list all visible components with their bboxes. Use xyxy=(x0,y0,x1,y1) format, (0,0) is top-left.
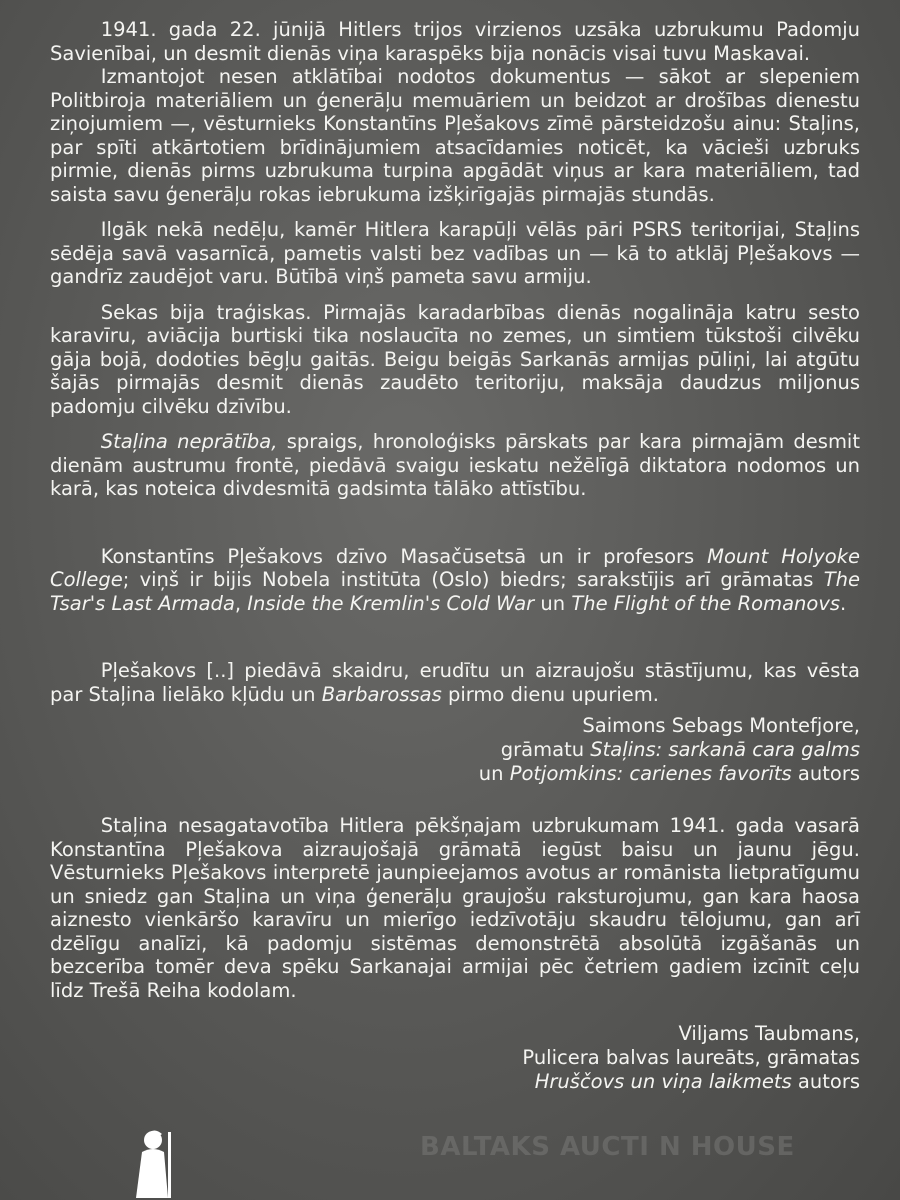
attribution-name: Saimons Sebags Montefjore, xyxy=(582,714,860,737)
attribution-line xyxy=(50,738,860,762)
paragraph-book-summary xyxy=(50,430,860,501)
book-title: Potjomkins: carienes favorīts xyxy=(509,762,792,785)
review-quote-1 xyxy=(50,659,860,706)
author-bio-text: Konstantīns Pļešakovs dzīvo Masačūsetsā un ir profesors xyxy=(100,544,708,568)
quote-text: Pļešakovs [..] piedāvā skaidru, erudītu un aizraujošu stāstījumu, kas vēsta par Staļina lielāko kļūdu un xyxy=(50,659,860,706)
college-name: Mount Holyoke College xyxy=(50,544,860,591)
paragraph-week: Ilgāk nekā nedēļu, kamēr Hitlera karapūļi vēlās pāri PSRS teritorijai, Staļins sēdēja savā vasarnīcā, pametis valsti bez vadības un — kā to atklāj Pļešakovs — gandrīz zaudējot varu. Būtībā viņš pameta savu armiju. xyxy=(50,218,860,288)
review-quote-2: Staļina nesagatavotība Hitlera pēkšņajam uzbrukumam 1941. gada vasarā Konstantīna Pļešakova aizraujošajā grāmatā iegūst baisu un jaunu jēgu. Vēsturnieks Pļešakovs interpretē jaunpieejamos avotus ar romānista lietpratīgumu un sniedz gan Staļina un viņa ģenerāļu graujošu raksturojumu, gan kara haosa aiznesto vienkāršo karavīru un mierīgo iedzīvotāju skaudru tēlojumu, gan arī dzēlīgu analīzi, kā padomju sistēmas demonstrētā absolūtā izgāšanās un bezcerība tomēr deva spēku Sarkanajai armijai pēc četriem gadiem izcīnīt ceļu līdz Trešā Reiha kodolam. xyxy=(50,814,860,1002)
attribution-line: Pulicera balvas laureāts, grāmatas xyxy=(522,1046,860,1069)
quote-text: pirmo dienu upuriem. xyxy=(441,682,659,706)
paragraph-documents: Izmantojot nesen atklātībai nodotos dokumentus — sākot ar slepeniem Politbiroja materiāliem un ģenerāļu memuāriem un beidzot ar drošības dienestu ziņojumiem —, vēsturnieks Konstantīns Pļešakovs zīmē pārsteidzošu ainu: Staļins, par spīti atkārtotiem brīdinājumiem atsacīdamies noticēt, ka vācieši uzbruks pirmie, dienās pirms uzbrukuma turpina apgādāt viņus ar kara materiāliem, tad saista savu ģenerāļu rokas iebrukuma izšķirīgajās pirmajās stundās. xyxy=(50,65,860,206)
book-title: The Flight of the Romanovs xyxy=(571,591,841,615)
author-bio xyxy=(50,545,860,616)
attribution-text: autors xyxy=(791,1070,860,1093)
attribution-text: autors xyxy=(791,762,860,785)
author-bio-text: un xyxy=(534,591,572,615)
book-title: Inside the Kremlin's Cold War xyxy=(247,591,535,615)
attribution-line xyxy=(50,1070,860,1094)
book-title: The Tsar's Last Armada xyxy=(50,568,860,615)
book-title: Hruščovs un viņa laikmets xyxy=(534,1070,792,1093)
operation-name: Barbarossas xyxy=(321,682,442,706)
author-bio-text: ; viņš ir bijis Nobela institūta (Oslo) biedrs; sarakstījis arī grāmatas xyxy=(122,568,824,591)
publisher-logo-icon xyxy=(128,1128,178,1200)
attribution-name: Viljams Taubmans, xyxy=(678,1022,860,1045)
book-title: Staļins: sarkanā cara galms xyxy=(590,738,860,761)
attribution-text: grāmatu xyxy=(500,738,591,761)
attribution-text: un xyxy=(478,762,510,785)
book-title: Staļina neprātība, xyxy=(100,430,278,453)
auction-watermark: BALTAKS AUCTI N HOUSE xyxy=(420,1132,795,1162)
book-summary-text: spraigs, hronoloģisks pārskats par kara pirmajām desmit dienām austrumu frontē, piedāvā svaigu ieskatu nežēlīgā diktatora nodomos un karā, kas noteica divdesmitā gadsimta tālāko attīstību. xyxy=(50,430,861,500)
author-bio-text: . xyxy=(840,591,847,615)
attribution-line xyxy=(50,762,860,786)
back-cover-text xyxy=(50,18,860,1094)
paragraph-intro: 1941. gada 22. jūnijā Hitlers trijos virzienos uzsāka uzbrukumu Padomju Savienībai, un desmit dienās viņa karaspēks bija nonācis visai tuvu Maskavai. xyxy=(50,18,860,65)
author-bio-text: , xyxy=(234,591,248,615)
paragraph-consequences: Sekas bija traģiskas. Pirmajās karadarbības dienās nogalināja katru sesto karavīru, aviācija burtiski tika noslaucīta no zemes, un simtiem tūkstoši cilvēku gāja bojā, dodoties bēgļu gaitās. Beigu beigās Sarkanās armijas pūliņi, lai atgūtu šajās pirmajās desmit dienās zaudēto teritoriju, maksāja daudzus miljonus padomju cilvēku dzīvību. xyxy=(50,300,860,418)
